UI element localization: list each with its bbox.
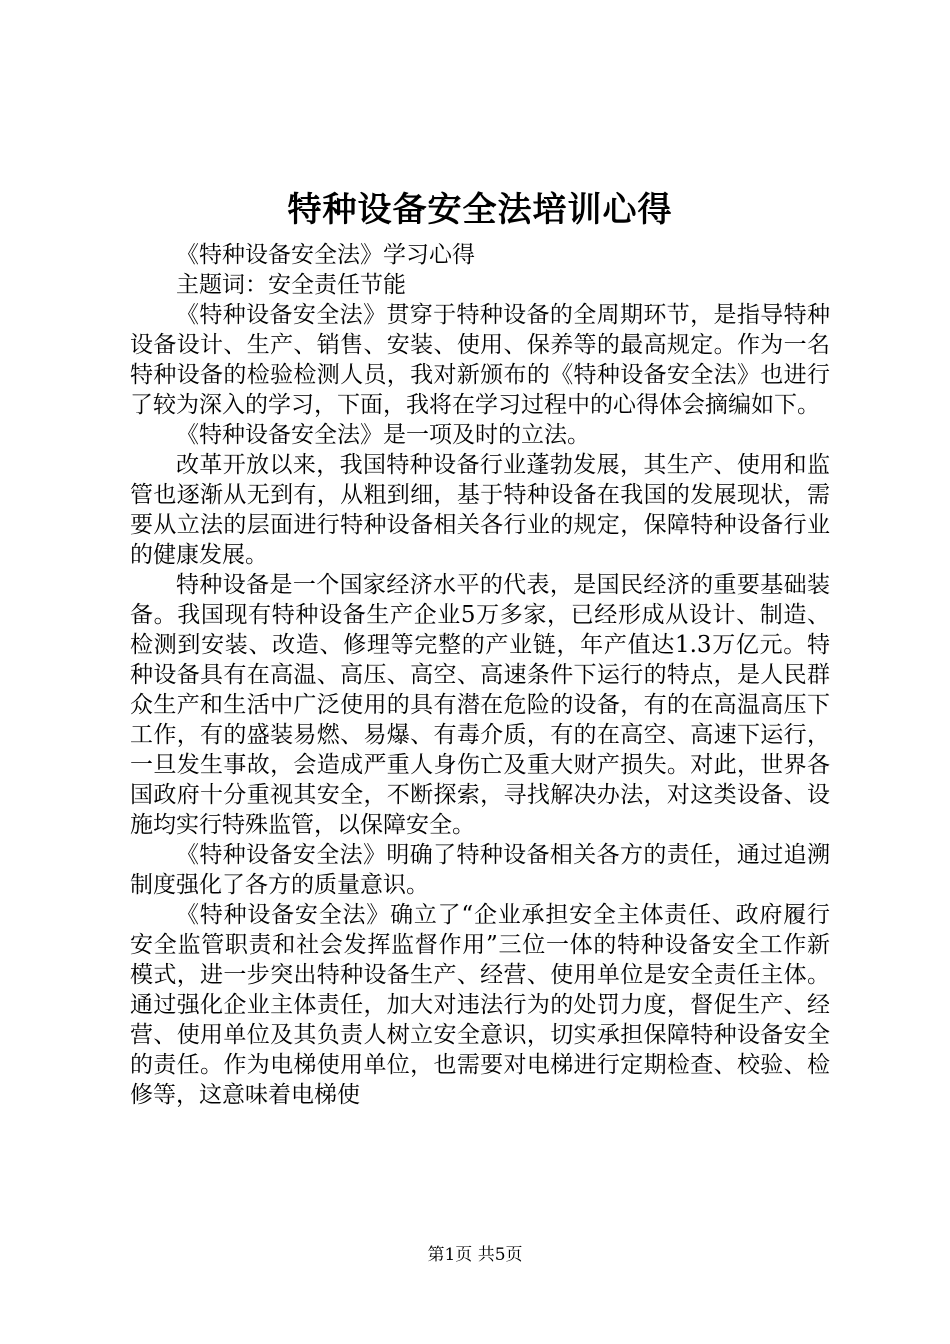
document-page bbox=[130, 182, 830, 1110]
document-body bbox=[130, 240, 830, 1110]
paragraph-equipment: 特种设备是一个国家经济水平的代表，是国民经济的重要基础装备。我国现有特种设备生产企业5万多家，已经形成从设计、制造、检测到安装、改造、修理等完整的产业链，年产值达1.3万亿元。特种设备具有在高温、高压、高空、高速条件下运行的特点，是人民群众生产和生活中广泛使用的具有潜在危险的设备，有的在高温高压下工作，有的盛装易燃、易爆、有毒介质，有的在高空、高速下运行，一旦发生事故，会造成严重人身伤亡及重大财产损失。对此，世界各国政府十分重视其安全，不断探索，寻找解决办法，对这类设备、设施均实行特殊监管，以保障安全。 bbox=[130, 572, 830, 838]
paragraph-heading-responsibility: 《特种设备安全法》明确了特种设备相关各方的责任，通过追溯制度强化了各方的质量意识。 bbox=[130, 842, 830, 898]
paragraph-intro: 《特种设备安全法》贯穿于特种设备的全周期环节，是指导特种设备设计、生产、销售、安装、使用、保养等的最高规定。作为一名特种设备的检验检测人员，我对新颁布的《特种设备安全法》也进行了较为深入的学习，下面，我将在学习过程中的心得体会摘编如下。 bbox=[130, 302, 830, 418]
paragraph-heading-timely: 《特种设备安全法》是一项及时的立法。 bbox=[176, 422, 590, 448]
paragraph-keywords: 主题词：安全责任节能 bbox=[176, 272, 406, 298]
document-title: 特种设备安全法培训心得 bbox=[287, 190, 673, 230]
paragraph-subtitle: 《特种设备安全法》学习心得 bbox=[176, 242, 475, 268]
paragraph-model: 《特种设备安全法》确立了“企业承担安全主体责任、政府履行安全监管职责和社会发挥监督作用”三位一体的特种设备安全工作新模式，进一步突出特种设备生产、经营、使用单位是安全责任主体。通过强化企业主体责任，加大对违法行为的处罚力度，督促生产、经营、使用单位及其负责人树立安全意识，切实承担保障特种设备安全的责任。作为电梯使用单位，也需要对电梯进行定期检查、校验、检修等，这意味着电梯使 bbox=[130, 902, 830, 1108]
page-number-footer: 第1页 共5页 bbox=[427, 1245, 523, 1265]
paragraph-reform: 改革开放以来，我国特种设备行业蓬勃发展，其生产、使用和监管也逐渐从无到有，从粗到细，基于特种设备在我国的发展现状，需要从立法的层面进行特种设备相关各行业的规定，保障特种设备行业的健康发展。 bbox=[130, 452, 830, 568]
